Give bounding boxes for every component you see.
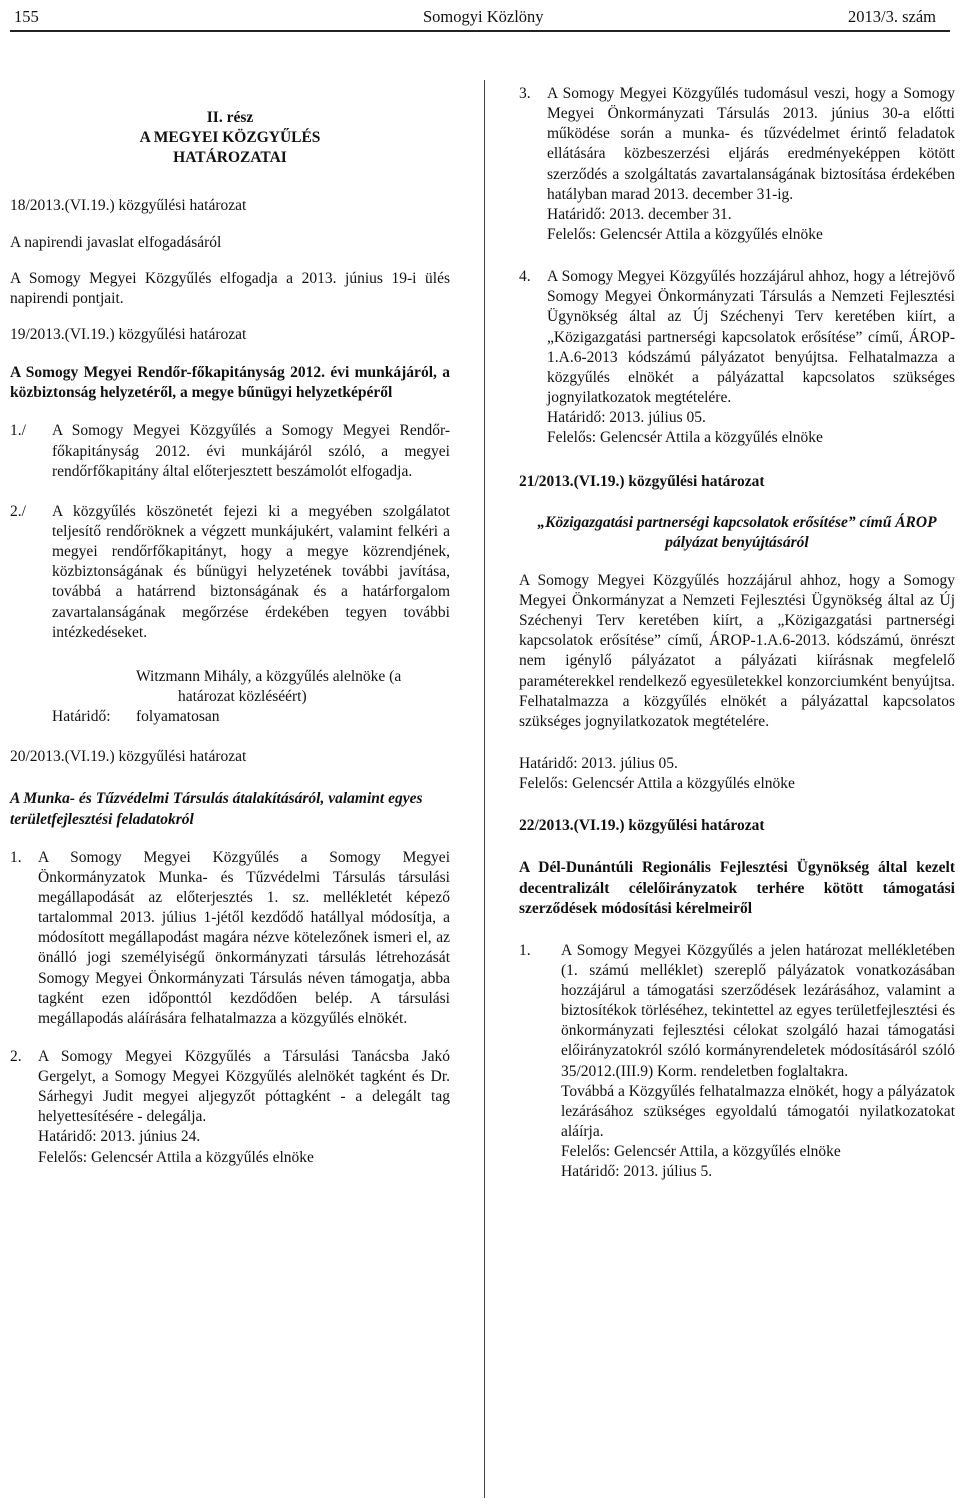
resolution-18-body: A Somogy Megyei Közgyűlés elfogadja a 2013. június 19-i ülés napirendi pontjait. — [10, 269, 450, 307]
deadline: Határidő: 2013. június 24. — [38, 1128, 201, 1146]
item-text: A Somogy Megyei Közgyűlés a Társulási Tanácsba Jakó Gergelyt, a Somogy Megyei Közgyűlés alelnökét tagként és Dr. Sárhegyi Judit megyei aljegyzőt póttagként - a delegált tag helyettesítésére - delegálja. — [38, 1047, 450, 1126]
journal-title: Somogyi Közlöny — [423, 7, 544, 26]
item-number: 3. — [519, 85, 531, 102]
item-text: A Somogy Megyei Közgyűlés hozzájárul ahhoz, hogy a létrejövő Somogy Megyei Önkormányzati Társulás a Nemzeti Fejlesztési Ügynökség által az Új Széchenyi Terv keretében kiírt, a „Közigazgatási partnerségi kapcsolatok erősítése” című, ÁROP-1.A.6-2013 kódszámú pályázatot benyújtsa. Felhatalmazza a közgyűlés elnökét a pályázattal kapcsolatos szükséges jognyilatkozatok megtételére. — [547, 268, 955, 406]
resolution-21-responsible: Felelős: Gelencsér Attila a közgyűlés elnöke — [519, 775, 795, 793]
resolution-20-heading: 20/2013.(VI.19.) közgyűlési határozat — [10, 748, 247, 766]
deadline: Határidő: 2013. július 05. — [547, 409, 706, 427]
responsible-label — [52, 667, 136, 687]
page-header — [10, 4, 950, 32]
item-extra-text: Továbbá a Közgyűlés felhatalmazza elnökét, hogy a pályázatok lezárásához szükséges egyoldalú támogatói nyilatkozatokat aláírja. — [561, 1082, 955, 1141]
item-text: A Somogy Megyei Közgyűlés tudomásul veszi, hogy a Somogy Megyei Önkormányzati Társulás 2013. június 30-a előtti működése során a munka- és tűzvédelmet érintő feladatok ellátására közbeszerzési eljárás eredményeképpen kötött szerződés a szolgáltatás zavartalanságának biztosítása érdekében hatályban marad 2013. december 31-ig. — [547, 85, 955, 203]
item-text: A Somogy Megyei Közgyűlés a Somogy Megyei Önkormányzatok Munka- és Tűzvédelmi Társulás társulási megállapodását az előterjesztés 1. sz. mellékletét képező tartalommal 2013. július 1-jétől kezdődő hatállyal módosítja, a módosított megállapodást magára nézve kötelezőnek ismeri el, az önálló jogi személyiségű önkormányzati társulás létrehozását Somogy Megyei Önkormányzati Társulás néven támogatja, abba tagként ezen időponttól kezdődően belép. A társulási megállapodás aláírására felhatalmazza a közgyűlés elnökét. — [38, 848, 450, 1027]
item-number: 1. — [519, 941, 531, 959]
item-number: 2./ — [10, 502, 26, 520]
left-column — [10, 84, 450, 1168]
resolution-19-heading: 19/2013.(VI.19.) közgyűlési határozat — [10, 325, 247, 343]
section-title-line1: A MEGYEI KÖZGYŰLÉS — [139, 129, 321, 147]
item-number: 1. — [10, 848, 22, 866]
resolution-21-body: A Somogy Megyei Közgyűlés hozzájárul ahhoz, hogy a Somogy Megyei Önkormányzat a Nemzeti Fejlesztési Ügynökség által az Új Széchenyi Terv keretében kiírt, a „Közigazgatási partnerségi kapcsolatok erősítése” című, ÁROP-1.A.6-2013. kódszámú, önrészt nem igénylő pályázatot a pályázati kiírásnak megfelelő paraméterekkel rendelkező egyesületekkel konzorciumként benyújtsa. Felhatalmazza a közgyűlés elnökét a pályázattal kapcsolatos szükséges jognyilatkozatok megtételére. — [519, 571, 955, 730]
resolution-20-item-4 — [519, 267, 955, 448]
part-title: II. rész — [206, 109, 254, 126]
responsible: Felelős: Gelencsér Attila a közgyűlés elnöke — [38, 1148, 314, 1166]
resolution-19-title: A Somogy Megyei Rendőr-főkapitányság 2012. évi munkájáról, a közbiztonság helyzetéről, a megye bűnügyi helyzetképéről — [10, 364, 450, 402]
responsible: Felelős: Gelencsér Attila a közgyűlés elnöke — [547, 429, 823, 447]
deadline-value: folyamatosan — [136, 708, 220, 726]
item-number: 4. — [519, 268, 531, 286]
item-text: A közgyűlés köszönetét fejezi ki a megyében szolgálatot teljesítő rendőröknek a végzett munkájukért, valamint felkéri a megyei rendőrfőkapitányt, hogy a megye közrendjének, közbiztonságának és bűnügyi helyzetének további javítása, továbbá a határrend biztonságának és a határforgalom zavartalanságának megőrzése érdekében tegyen további intézkedéseket. — [52, 502, 450, 641]
resolution-20-item-3 — [519, 84, 955, 245]
item-number: 1./ — [10, 422, 26, 440]
resolution-20-title: A Munka- és Tűzvédelmi Társulás átalakításáról, valamint egyes területfejlesztési feladatokról — [10, 790, 423, 828]
resolution-19-responsible — [10, 667, 450, 727]
section-title-line2: HATÁROZATAI — [173, 149, 287, 167]
responsible: Felelős: Gelencsér Attila a közgyűlés elnöke — [547, 225, 823, 243]
resolution-22-item-1 — [519, 941, 955, 1183]
resolution-18-title: A napirendi javaslat elfogadásáról — [10, 233, 222, 251]
resolution-18-heading: 18/2013.(VI.19.) közgyűlési határozat — [10, 197, 247, 215]
resolution-21-heading: 21/2013.(VI.19.) közgyűlési határozat — [519, 473, 765, 491]
resolution-19-item-1 — [10, 421, 450, 481]
issue-number: 2013/3. szám — [848, 7, 936, 26]
column-divider — [484, 80, 485, 1498]
deadline-label: Határidő: — [52, 708, 111, 726]
resolution-19-item-2 — [10, 502, 450, 643]
resolution-22-heading: 22/2013.(VI.19.) közgyűlési határozat — [519, 817, 765, 835]
responsible-value: Witzmann Mihály, a közgyűlés alelnöke (a határozat közléséért) — [136, 667, 402, 705]
item-number: 2. — [10, 1047, 22, 1065]
deadline: Határidő: 2013. július 5. — [561, 1163, 713, 1181]
resolution-20-item-2 — [10, 1047, 450, 1168]
item-text: A Somogy Megyei Közgyűlés a Somogy Megyei Rendőr-főkapitányság 2012. évi munkájáról szóló, a megyei rendőrfőkapitány által előterjesztett beszámolót elfogadja. — [52, 422, 450, 480]
resolution-20-item-1 — [10, 848, 450, 1029]
resolution-22-title: A Dél-Dunántúli Regionális Fejlesztési Ügynökség által kezelt decentralizált célelőirányzatok terhére kötött támogatási szerződések módosítási kérelmeiről — [519, 859, 955, 917]
deadline: Határidő: 2013. december 31. — [547, 205, 732, 223]
item-text: A Somogy Megyei Közgyűlés a jelen határozat mellékletében (1. számú melléklet) szereplő pályázatok vonatkozásában hozzájárul a támogatási szerződések lezárásához, valamint a biztosítékok törléséhez, tekintettel az egyes területfejlesztési és önkormányzati fejlesztési célokat szolgáló hazai támogatási előirányzatokról szóló kormányrendeletek módosításáról szóló 35/2012.(III.9) Korm. rendeletben foglaltakra. — [561, 941, 955, 1080]
page-number: 155 — [14, 7, 39, 26]
responsible: Felelős: Gelencsér Attila, a közgyűlés elnöke — [561, 1143, 841, 1161]
right-column — [519, 84, 955, 1182]
resolution-21-deadline: Határidő: 2013. július 05. — [519, 754, 678, 772]
resolution-21-title: „Közigazgatási partnerségi kapcsolatok erősítése” című ÁROP pályázat benyújtásáról — [537, 513, 937, 551]
